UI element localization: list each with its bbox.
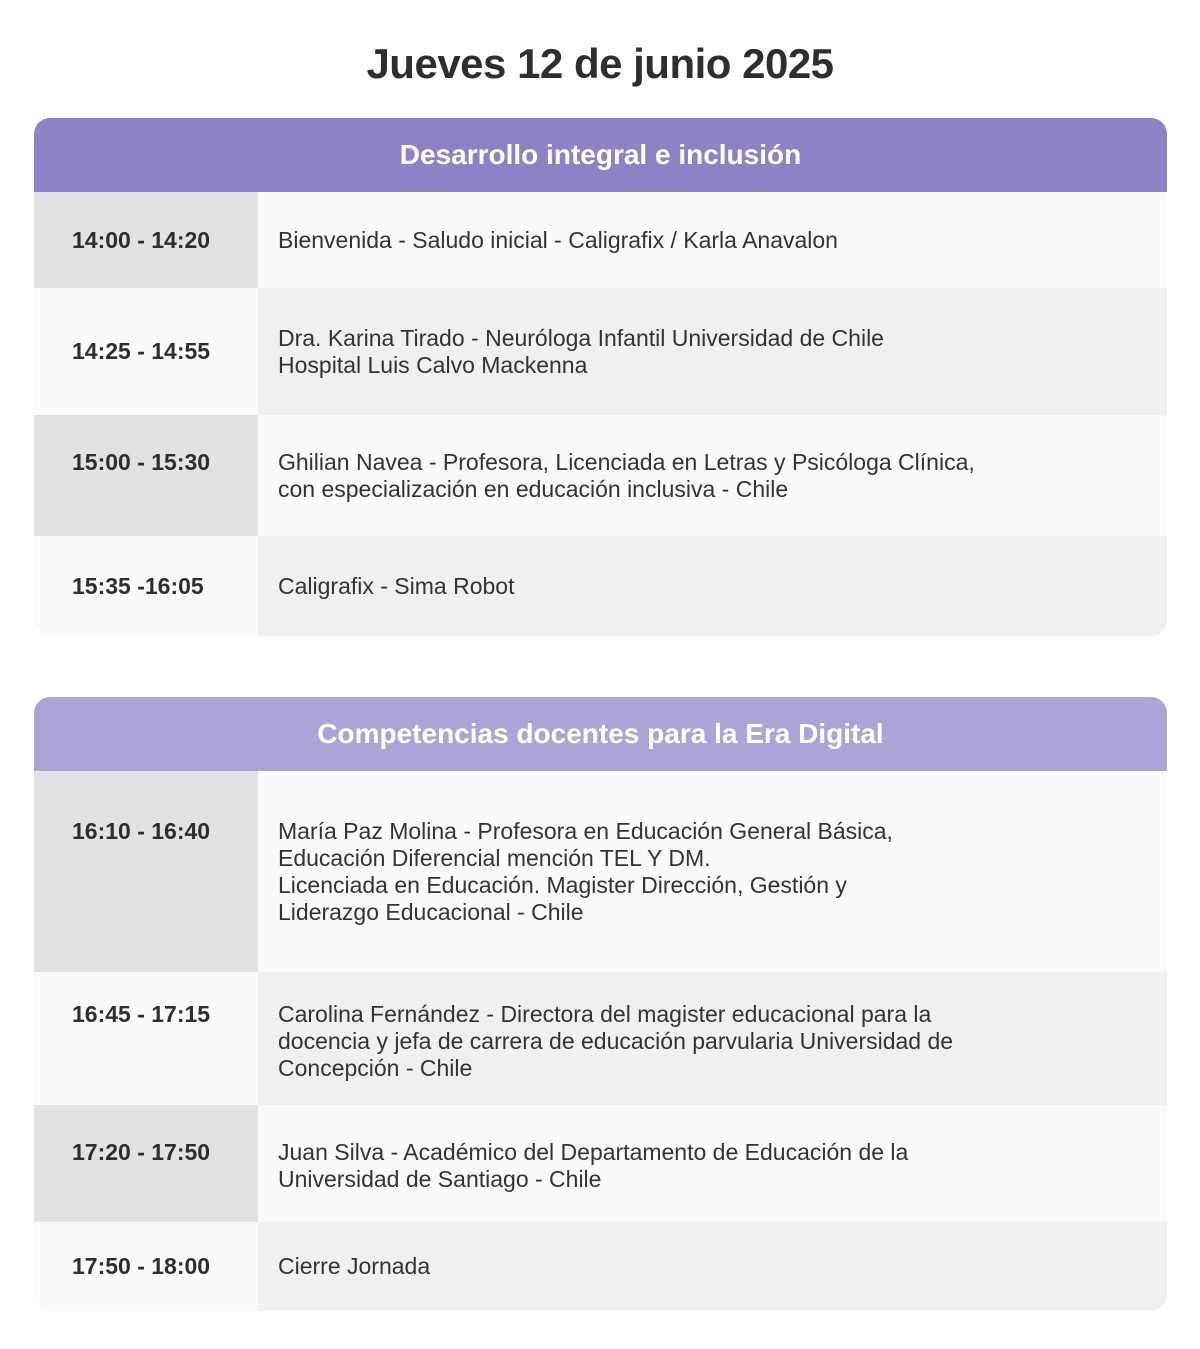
time-range: 14:00 - 14:20	[72, 226, 211, 253]
time-cell	[34, 1105, 258, 1222]
session-description: Dra. Karina Tirado - Neuróloga Infantil Universidad de Chile Hospital Luis Calvo Mackenna	[278, 324, 884, 378]
time-range: 15:35 -16:05	[72, 572, 204, 599]
session-description: Carolina Fernández - Directora del magister educacional para la docencia y jefa de carrera de educación parvularia Universidad de Concepción - Chile	[278, 1001, 954, 1081]
description-cell	[258, 972, 1167, 1105]
session-description: Juan Silva - Académico del Departamento de Educación de la Universidad de Santiago - Chile	[278, 1139, 909, 1192]
schedule-row	[34, 1222, 1167, 1311]
time-cell	[34, 771, 258, 972]
time-cell	[34, 415, 258, 536]
time-cell	[34, 972, 258, 1105]
time-range: 15:00 - 15:30	[72, 449, 211, 475]
time-cell	[34, 192, 258, 288]
session-description: Ghilian Navea - Profesora, Licenciada en Letras y Psicóloga Clínica, con especialización en educación inclusiva - Chile	[278, 449, 975, 502]
schedule-row	[34, 1105, 1167, 1222]
description-cell	[258, 771, 1167, 972]
description-cell	[258, 1222, 1167, 1311]
schedule-row	[34, 192, 1167, 288]
section-title: Desarrollo integral e inclusión	[399, 139, 802, 170]
session-description: Bienvenida - Saludo inicial - Caligrafix / Karla Anavalon	[278, 226, 838, 253]
time-range: 17:20 - 17:50	[72, 1139, 211, 1165]
schedule-row	[34, 771, 1167, 972]
description-cell	[258, 1105, 1167, 1222]
section-header	[34, 118, 1167, 192]
time-range: 16:10 - 16:40	[72, 818, 211, 844]
schedule-row	[34, 415, 1167, 536]
schedule-row	[34, 288, 1167, 415]
section-title: Competencias docentes para la Era Digital	[317, 718, 884, 749]
session-description: Cierre Jornada	[278, 1253, 431, 1279]
description-cell	[258, 288, 1167, 415]
description-cell	[258, 192, 1167, 288]
time-cell	[34, 1222, 258, 1311]
description-cell	[258, 415, 1167, 536]
session-description: María Paz Molina - Profesora en Educación General Básica, Educación Diferencial mención TEL Y DM. Licenciada en Educación. Magister Dirección, Gestión y Liderazgo Educacional - Chile	[278, 818, 893, 925]
schedule-row	[34, 972, 1167, 1105]
time-range: 14:25 - 14:55	[72, 338, 211, 364]
time-range: 17:50 - 18:00	[72, 1253, 211, 1279]
session-description: Caligrafix - Sima Robot	[278, 572, 515, 599]
time-cell	[34, 536, 258, 636]
schedule-row	[34, 536, 1167, 636]
page-title: Jueves 12 de junio 2025	[366, 40, 834, 87]
schedule-section-competencias	[34, 697, 1167, 1311]
time-cell	[34, 288, 258, 415]
section-header	[34, 697, 1167, 771]
schedule-section-desarrollo	[34, 118, 1167, 636]
description-cell	[258, 536, 1167, 636]
time-range: 16:45 - 17:15	[72, 1001, 211, 1027]
